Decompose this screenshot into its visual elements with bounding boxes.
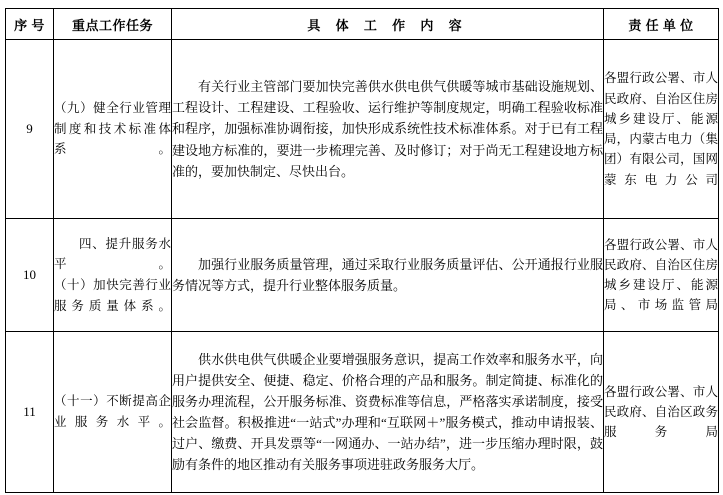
column-header-unit: 责 任 单 位 <box>604 9 719 40</box>
column-header-content: 具 体 工 作 内 容 <box>172 9 604 40</box>
row-task-title <box>54 219 172 332</box>
row-task-text: （九）健全行业管理制度和技术标准体系。 <box>54 101 171 157</box>
column-header-task: 重点工作任务 <box>54 9 172 40</box>
row-sequence-number: 10 <box>6 219 54 332</box>
row-task-content: 加强行业服务质量管理，通过采取行业服务质量评估、公开通报行业服务情况等方式，提升行业整体服务质量。 <box>172 219 604 332</box>
row-sequence-number: 11 <box>6 332 54 493</box>
row-task-text: （十）加快完善行业服务质量体系。 <box>54 278 171 313</box>
column-header-seq: 序 号 <box>6 9 54 40</box>
table-row <box>6 40 719 219</box>
table-header-row <box>6 9 719 40</box>
table-header <box>6 9 719 40</box>
row-task-content: 有关行业主管部门要加快完善供水供电供气供暖等城市基础设施规划、工程设计、工程建设、工程验收、运行维护等制度规定，明确工程验收标准和程序，加强标准协调衔接，加快形成系统性技术标准体系。对于已有工程建设地方标准的，要进一步梳理完善、及时修订；对于尚无工程建设地方标准的，要加快制定、尽快出台。 <box>172 40 604 219</box>
work-tasks-table <box>5 8 719 493</box>
row-responsible-unit: 各盟行政公署、市人民政府、自治区住房城乡建设厅、能源局，内蒙古电力（集团）有限公司，国网蒙东电力公司 <box>604 40 719 219</box>
row-responsible-unit: 各盟行政公署、市人民政府、自治区政务服务局 <box>604 332 719 493</box>
row-task-title <box>54 332 172 493</box>
table-row <box>6 332 719 493</box>
row-task-section-heading: 四、提升服务水平。 <box>54 236 171 272</box>
table-row <box>6 219 719 332</box>
table-body <box>6 40 719 493</box>
row-responsible-unit: 各盟行政公署、市人民政府、自治区住房城乡建设厅、能源局、市场监管局 <box>604 219 719 332</box>
row-task-content: 供水供电供气供暖企业要增强服务意识，提高工作效率和服务水平，向用户提供安全、便捷、稳定、价格合理的产品和服务。制定简捷、标准化的服务办理流程，公开服务标准、资费标准等信息，严格落实承诺制度，接受社会监督。积极推进“一站式”办理和“互联网＋”服务模式，推动申请报装、过户、缴费、开具发票等“一网通办、一站办结”，进一步压缩办理时限，鼓励有条件的地区推动有关服务事项进驻政务服务大厅。 <box>172 332 604 493</box>
row-task-title <box>54 40 172 219</box>
row-sequence-number: 9 <box>6 40 54 219</box>
row-task-text: （十一）不断提高企业服务水平。 <box>54 394 171 429</box>
